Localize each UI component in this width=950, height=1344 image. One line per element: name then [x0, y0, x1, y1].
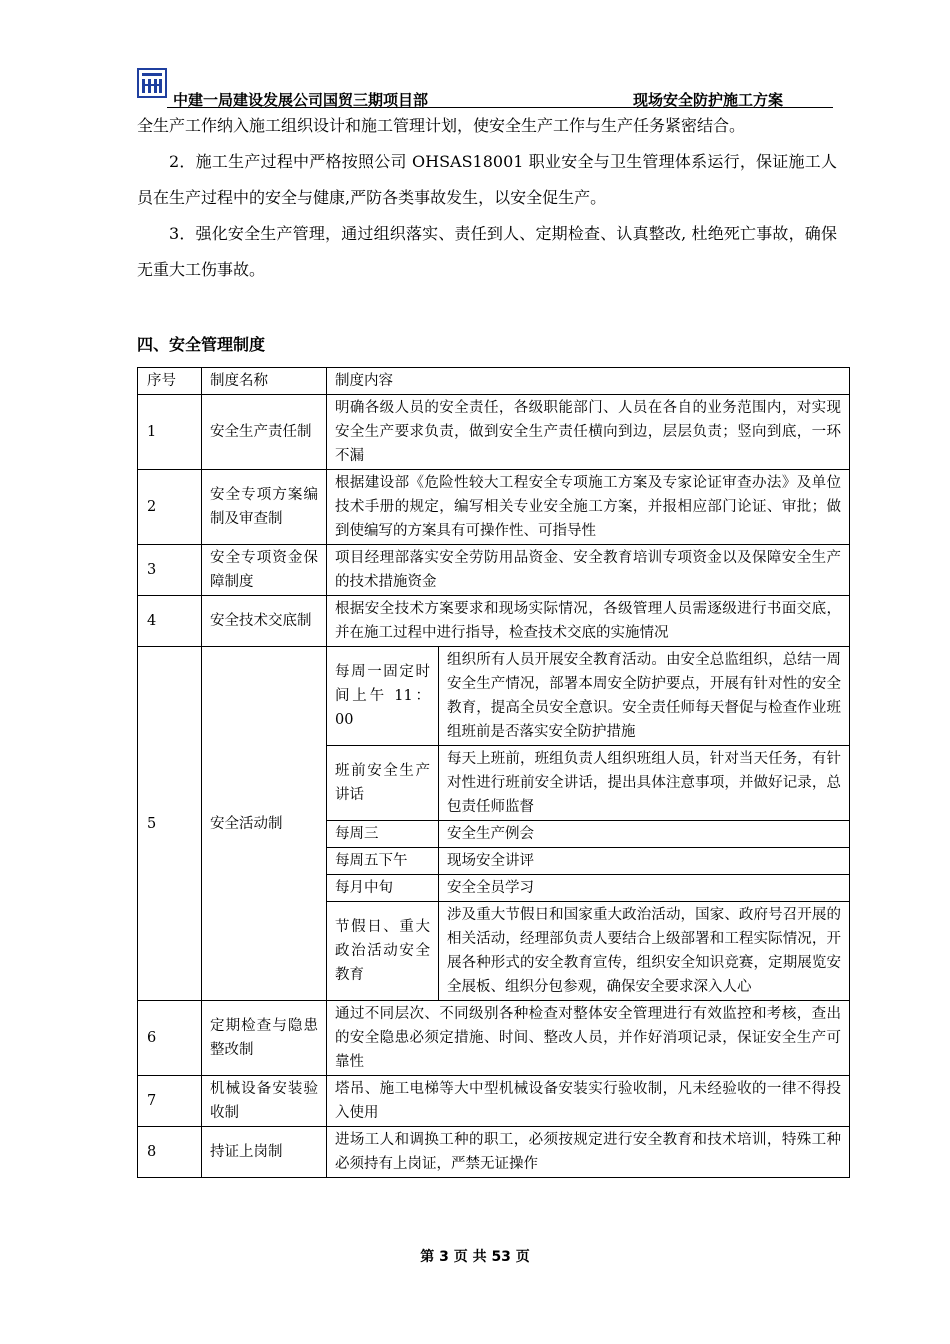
activity-content: 现场安全讲评: [439, 848, 850, 875]
table-header-row: [138, 368, 850, 395]
activity-content: 安全全员学习: [439, 875, 850, 902]
table-row: [138, 647, 850, 746]
row-number: 1: [138, 395, 202, 470]
company-logo: [137, 68, 167, 98]
row-name: 安全生产责任制: [202, 395, 327, 470]
header-content: 制度内容: [327, 368, 850, 395]
row-number: 8: [138, 1127, 202, 1178]
table-row: [138, 1001, 850, 1076]
row-name: 安全专项资金保障制度: [202, 545, 327, 596]
row-number: 2: [138, 470, 202, 545]
row-name: 安全活动制: [202, 647, 327, 1001]
section-title: 四、安全管理制度: [137, 335, 266, 354]
activity-time: 班前安全生产讲话: [327, 746, 439, 821]
body-paragraphs: [137, 108, 837, 288]
header-organization: 中建一局建设发展公司国贸三期项目部: [173, 91, 429, 109]
paragraph-1: 全生产工作纳入施工组织设计和施工管理计划，使安全生产工作与生产任务紧密结合。: [137, 116, 746, 135]
activity-time: 每周五下午: [327, 848, 439, 875]
header-number: 序号: [138, 368, 202, 395]
row-name: 定期检查与隐患整改制: [202, 1001, 327, 1076]
row-number: 3: [138, 545, 202, 596]
table-row: [138, 545, 850, 596]
activity-content: 涉及重大节假日和国家重大政治活动，国家、政府号召开展的相关活动，经理部负责人要结合上级部署和工程实际情况，开展各种形式的安全教育宣传，组织安全知识竞赛，定期展览安全展板、组织分包参观，确保安全要求深入人心: [439, 902, 850, 1001]
header-document-title: 现场安全防护施工方案: [633, 91, 784, 109]
activity-time: 每周三: [327, 821, 439, 848]
header-name: 制度名称: [202, 368, 327, 395]
table-row: [138, 470, 850, 545]
row-content: 塔吊、施工电梯等大中型机械设备安装实行验收制，凡未经验收的一律不得投入使用: [327, 1076, 850, 1127]
row-name: 安全专项方案编制及审查制: [202, 470, 327, 545]
activity-time: 每周一固定时间上午 11：00: [327, 647, 439, 746]
row-content: 根据安全技术方案要求和现场实际情况，各级管理人员需逐级进行书面交底，并在施工过程中进行指导，检查技术交底的实施情况: [327, 596, 850, 647]
activity-content: 组织所有人员开展安全教育活动。由安全总监组织，总结一周安全生产情况，部署本周安全防护要点，开展有针对性的安全教育，提高全员安全意识。安全责任师每天督促与检查作业班组班前是否落实安全防护措施: [439, 647, 850, 746]
row-name: 持证上岗制: [202, 1127, 327, 1178]
row-content: 明确各级人员的安全责任，各级职能部门、人员在各自的业务范围内，对实现安全生产要求负责，做到安全生产责任横向到边，层层负责；竖向到底，一环不漏: [327, 395, 850, 470]
safety-regulations-table: [137, 367, 850, 1178]
table-row: [138, 1076, 850, 1127]
activity-time: 每月中旬: [327, 875, 439, 902]
row-number: 4: [138, 596, 202, 647]
row-number: 5: [138, 647, 202, 1001]
paragraph-2: 2．施工生产过程中严格按照公司 OHSAS18001 职业安全与卫生管理体系运行，保证施工人员在生产过程中的安全与健康,严防各类事故发生，以安全促生产。: [137, 152, 837, 207]
row-content: 进场工人和调换工种的职工，必须按规定进行安全教育和技术培训，特殊工种必须持有上岗证，严禁无证操作: [327, 1127, 850, 1178]
table-row: [138, 1127, 850, 1178]
page-number-footer: 第 3 页 共 53 页: [420, 1249, 530, 1265]
row-name: 安全技术交底制: [202, 596, 327, 647]
row-content: 根据建设部《危险性较大工程安全专项施工方案及专家论证审查办法》及单位技术手册的规定，编写相关专业安全施工方案，并报相应部门论证、审批；做到使编写的方案具有可操作性、可指导性: [327, 470, 850, 545]
row-number: 7: [138, 1076, 202, 1127]
table-row: [138, 395, 850, 470]
activity-time: 节假日、重大政治活动安全教育: [327, 902, 439, 1001]
page-header: [137, 62, 834, 110]
row-name: 机械设备安装验收制: [202, 1076, 327, 1127]
table-row: [138, 596, 850, 647]
activity-content: 安全生产例会: [439, 821, 850, 848]
activity-content: 每天上班前，班组负责人组织班组人员，针对当天任务，有针对性进行班前安全讲话，提出具体注意事项，并做好记录，总包责任师监督: [439, 746, 850, 821]
row-content: 通过不同层次、不同级别各种检查对整体安全管理进行有效监控和考核，查出的安全隐患必须定措施、时间、整改人员，并作好消项记录，保证安全生产可靠性: [327, 1001, 850, 1076]
row-number: 6: [138, 1001, 202, 1076]
row-content: 项目经理部落实安全劳防用品资金、安全教育培训专项资金以及保障安全生产的技术措施资金: [327, 545, 850, 596]
paragraph-3: 3．强化安全生产管理，通过组织落实、责任到人、定期检查、认真整改, 杜绝死亡事故，确保无重大工伤事故。: [137, 224, 837, 279]
